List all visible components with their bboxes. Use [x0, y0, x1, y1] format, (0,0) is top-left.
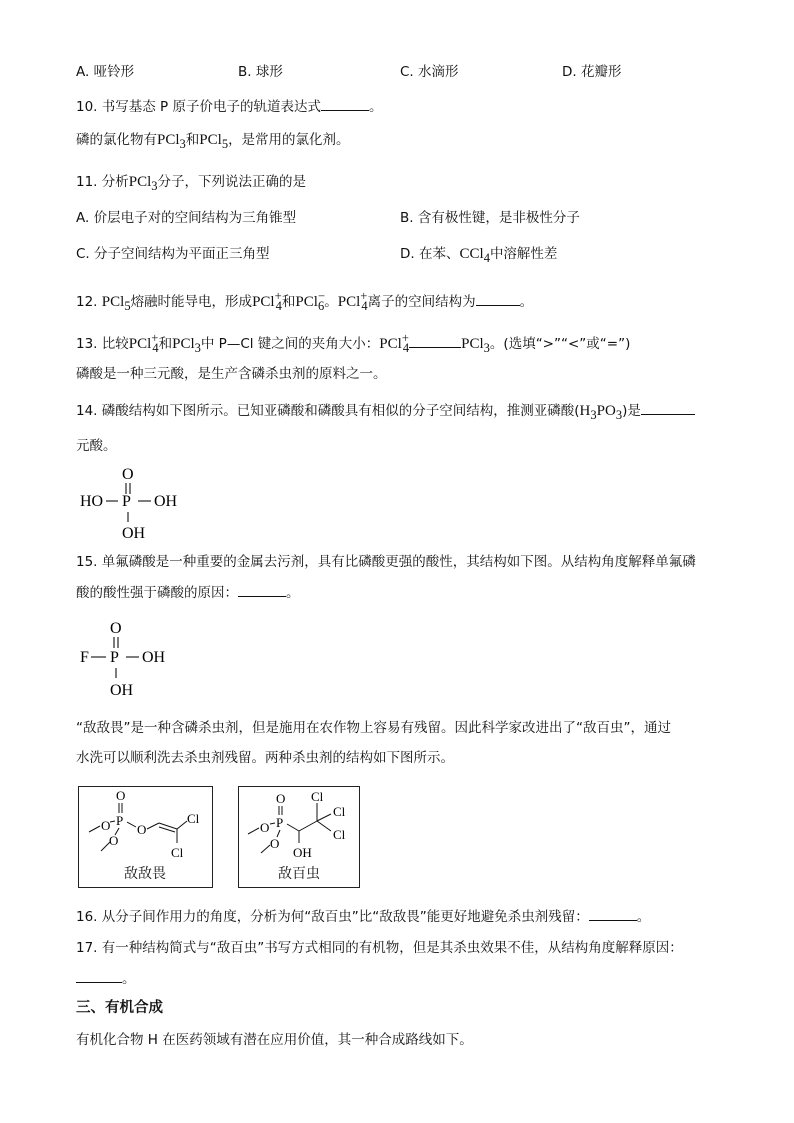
q11-option-a: A. 价层电子对的空间结构为三角锥型: [76, 210, 297, 226]
q11-option-c: C. 分子空间结构为平面正三角型: [76, 246, 270, 262]
trichlorfon-structure: [239, 787, 359, 863]
group-oh-bottom: OH: [122, 525, 146, 542]
atom-p: P: [276, 815, 284, 830]
section-3-intro: 有机化合物 H 在医药领域有潜在应用价值，其一种合成路线如下。: [76, 1032, 473, 1048]
q11-option-d: D. 在苯、CCl$_4$中溶解性差: [400, 246, 558, 265]
question-14-line2: 元酸。: [76, 438, 117, 454]
answer-blank: [321, 96, 369, 111]
atom-cl: Cl: [311, 789, 324, 804]
q11-option-b: B. 含有极性键，是非极性分子: [400, 210, 580, 226]
group-oh-right: OH: [154, 493, 178, 510]
atom-p: P: [122, 493, 131, 510]
atom-o: O: [110, 620, 122, 637]
intro-chlorides: 磷的氯化物有PCl$_3$和PCl$_5$，是常用的氯化剂。: [76, 132, 350, 151]
intro-phosphoric-acid: 磷酸是一种三元酸，是生产含磷杀虫剂的原料之一。: [76, 366, 387, 382]
q9-option-d: D. 花瓣形: [562, 64, 622, 80]
atom-cl: Cl: [333, 804, 346, 819]
answer-blank: [76, 968, 122, 983]
phosphoric-acid-structure: [76, 462, 196, 544]
monofluorophosphoric-acid-structure: [76, 616, 196, 700]
section-3-heading: 三、有机合成: [76, 1000, 163, 1016]
question-10: 10. 书写基态 P 原子价电子的轨道表达式 。: [76, 96, 382, 117]
question-15-line2: 酸的酸性强于磷酸的原因： 。: [76, 582, 300, 603]
dichlorvos-structure: [79, 787, 212, 863]
q9-option-b: B. 球形: [238, 64, 283, 80]
answer-blank: [238, 582, 286, 597]
question-14: 14. 磷酸结构如下图所示。已知亚磷酸和磷酸具有相似的分子空间结构，推测亚磷酸$(H_3PO_3)$是: [76, 400, 695, 425]
question-13: 13. 比较PCl+$_4$和PCl$_3$中 P—Cl 键之间的夹角大小：PCl+$_4$ PCl$_3$。(选填“>”“<”或“=”): [76, 331, 631, 355]
group-ho: HO: [80, 493, 104, 510]
intro-pesticide-line1: “敌敌畏”是一种含磷杀虫剂，但是施用在农作物上容易有残留。因此科学家改进出了“敌百虫”，通过: [76, 720, 671, 736]
atom-o: O: [276, 791, 286, 806]
atom-p: P: [110, 649, 119, 666]
atom-o: O: [260, 820, 270, 835]
dichlorvos-caption: 敌敌畏: [124, 866, 166, 882]
question-12: 12. PCl$_5$熔融时能导电，形成PCl+$_4$和PCl−$_6$。PCl+$_4$离子的空间结构为 。: [76, 289, 534, 313]
question-17: 17. 有一种结构简式与“敌百虫”书写方式相同的有机物，但是其杀虫效果不佳，从结构角度解释原因：: [76, 940, 683, 956]
atom-cl: Cl: [333, 827, 346, 842]
atom-f: F: [80, 649, 89, 666]
atom-o: O: [122, 466, 134, 483]
atom-o: O: [137, 822, 147, 837]
trichlorfon-caption: 敌百虫: [278, 866, 320, 882]
trichlorfon-structure-box: [238, 786, 360, 888]
question-16: 16. 从分子间作用力的角度，分析为何“敌百虫”比“敌敌畏”能更好地避免杀虫剂残留： 。: [76, 906, 650, 927]
answer-blank: [641, 400, 695, 415]
atom-cl: Cl: [171, 845, 184, 860]
dichlorvos-structure-box: [78, 786, 213, 888]
question-17-line2: 。: [76, 968, 136, 989]
atom-cl: Cl: [187, 811, 200, 826]
answer-blank: [409, 333, 461, 348]
answer-blank: [589, 906, 637, 921]
q9-option-c: C. 水滴形: [400, 64, 459, 80]
intro-pesticide-line2: 水洗可以顺利洗去杀虫剂残留。两种杀虫剂的结构如下图所示。: [76, 750, 454, 766]
answer-blank: [476, 291, 520, 306]
atom-o: O: [116, 788, 126, 803]
atom-o: O: [109, 833, 119, 848]
question-11: 11. 分析PCl$_3$分子，下列说法正确的是: [76, 174, 307, 193]
group-oh-bottom: OH: [110, 682, 134, 699]
atom-p: P: [116, 813, 124, 828]
q9-option-a: A. 哑铃形: [76, 64, 135, 80]
atom-o: O: [101, 818, 111, 833]
atom-o: O: [270, 836, 280, 851]
question-15: 15. 单氟磷酸是一种重要的金属去污剂，具有比磷酸更强的酸性，其结构如下图。从结构角度解释单氟磷: [76, 554, 696, 570]
group-oh-right: OH: [142, 649, 166, 666]
group-oh: OH: [293, 845, 312, 860]
